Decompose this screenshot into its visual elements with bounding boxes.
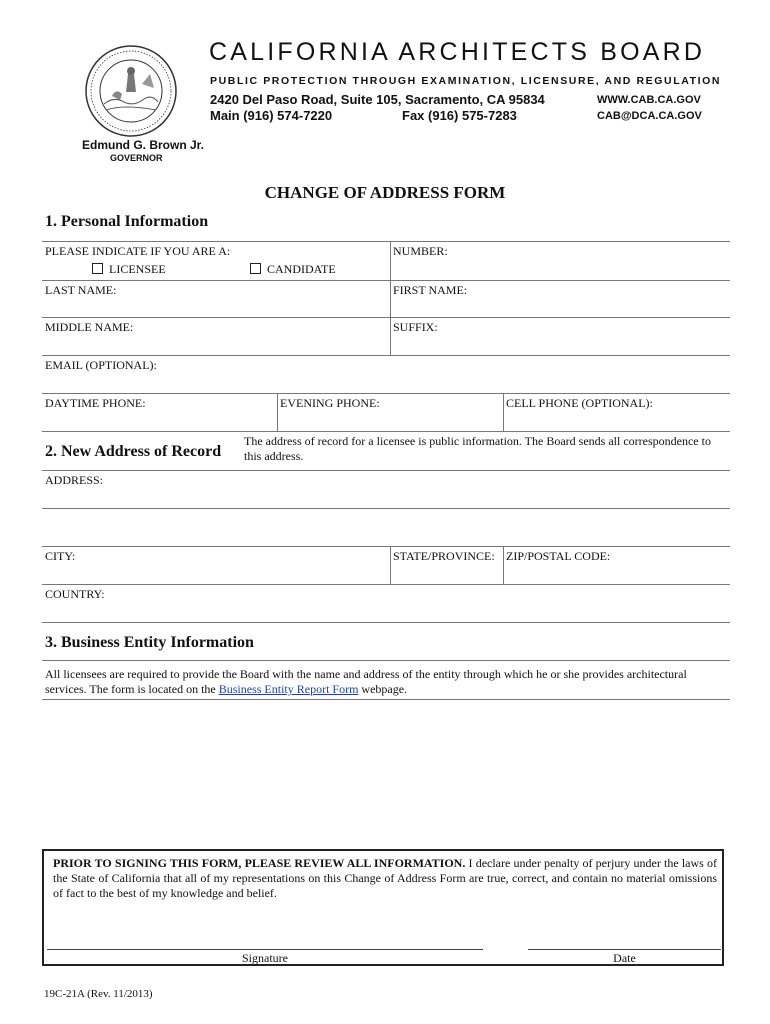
governor-title: GOVERNOR — [110, 153, 163, 163]
divider — [390, 241, 391, 355]
candidate-label: CANDIDATE — [267, 262, 336, 276]
board-website: WWW.CAB.CA.GOV — [597, 94, 701, 106]
signature-line[interactable] — [47, 949, 483, 950]
daytime-phone-field[interactable]: DAYTIME PHONE: — [45, 396, 146, 410]
address-line-2[interactable] — [42, 508, 730, 509]
divider — [390, 546, 391, 584]
signature-label: Signature — [242, 951, 288, 965]
section2-heading: 2. New Address of Record — [45, 443, 222, 460]
divider — [42, 470, 730, 471]
board-address: 2420 Del Paso Road, Suite 105, Sacramento, CA 95834 — [210, 92, 545, 107]
state-province-field[interactable]: STATE/PROVINCE: — [393, 549, 495, 563]
business-entity-text-end: webpage. — [358, 682, 408, 696]
governor-name: Edmund G. Brown Jr. — [82, 138, 205, 152]
number-field[interactable]: NUMBER: — [393, 244, 448, 258]
address-of-record-note: The address of record for a licensee is public information. The Board sends all correspondence to this address. — [244, 434, 711, 463]
cell-phone-field[interactable]: CELL PHONE (OPTIONAL): — [506, 396, 653, 410]
divider — [42, 699, 730, 700]
fax-number: Fax (916) 575-7283 — [402, 108, 517, 123]
perjury-declaration — [53, 856, 717, 901]
form-title: CHANGE OF ADDRESS FORM — [264, 183, 506, 202]
divider — [42, 317, 730, 318]
divider — [42, 584, 730, 585]
divider — [42, 622, 730, 623]
date-line[interactable] — [528, 949, 721, 950]
divider — [42, 660, 730, 661]
form-code: 19C-21A (Rev. 11/2013) — [44, 988, 153, 1000]
california-seal-icon — [84, 44, 178, 138]
licensee-label: LICENSEE — [109, 262, 166, 276]
divider — [277, 393, 278, 431]
board-name: CALIFORNIA ARCHITECTS BOARD — [209, 38, 706, 66]
divider — [42, 355, 730, 356]
candidate-checkbox[interactable] — [250, 263, 261, 274]
suffix-field[interactable]: SUFFIX: — [393, 320, 438, 334]
evening-phone-field[interactable]: EVENING PHONE: — [280, 396, 380, 410]
business-entity-text — [45, 667, 727, 697]
divider — [503, 546, 504, 584]
main-phone: Main (916) 574-7220 — [210, 108, 333, 123]
address-field[interactable]: ADDRESS: — [45, 473, 104, 487]
section3-heading: 3. Business Entity Information — [45, 634, 254, 651]
board-email: CAB@DCA.CA.GOV — [597, 110, 702, 122]
divider — [42, 280, 730, 281]
business-entity-text-start: All licensees are required to provide the Board with the name and address of the entity through which he or she provides architectural services. The form is located on the — [45, 667, 687, 696]
licensee-option[interactable] — [92, 262, 166, 277]
date-label: Date — [613, 951, 636, 965]
divider — [42, 546, 730, 547]
city-field[interactable]: CITY: — [45, 549, 76, 563]
divider — [42, 431, 730, 432]
board-tagline: PUBLIC PROTECTION THROUGH EXAMINATION, LICENSURE, AND REGULATION — [210, 75, 722, 87]
first-name-field[interactable]: FIRST NAME: — [393, 283, 468, 297]
licensee-checkbox[interactable] — [92, 263, 103, 274]
divider — [42, 393, 730, 394]
divider — [42, 241, 730, 242]
candidate-option[interactable] — [250, 262, 336, 277]
declaration-text: I declare under penalty of perjury under the laws of the State of California that all of my representations on this Change of Address Form are true, correct, and contain no material omissions of fact to the best of my knowledge and belief. — [53, 856, 717, 900]
indicate-label: PLEASE INDICATE IF YOU ARE A: — [45, 244, 231, 258]
zip-postal-code-field[interactable]: ZIP/POSTAL CODE: — [506, 549, 611, 563]
review-notice: PRIOR TO SIGNING THIS FORM, PLEASE REVIEW ALL INFORMATION. — [53, 856, 466, 870]
divider — [503, 393, 504, 431]
business-entity-report-form-link[interactable]: Business Entity Report Form — [218, 682, 359, 696]
email-field[interactable]: EMAIL (OPTIONAL): — [45, 358, 157, 372]
last-name-field[interactable]: LAST NAME: — [45, 283, 117, 297]
section1-heading: 1. Personal Information — [45, 213, 209, 230]
country-field[interactable]: COUNTRY: — [45, 587, 105, 601]
signature-box — [42, 849, 724, 966]
middle-name-field[interactable]: MIDDLE NAME: — [45, 320, 134, 334]
